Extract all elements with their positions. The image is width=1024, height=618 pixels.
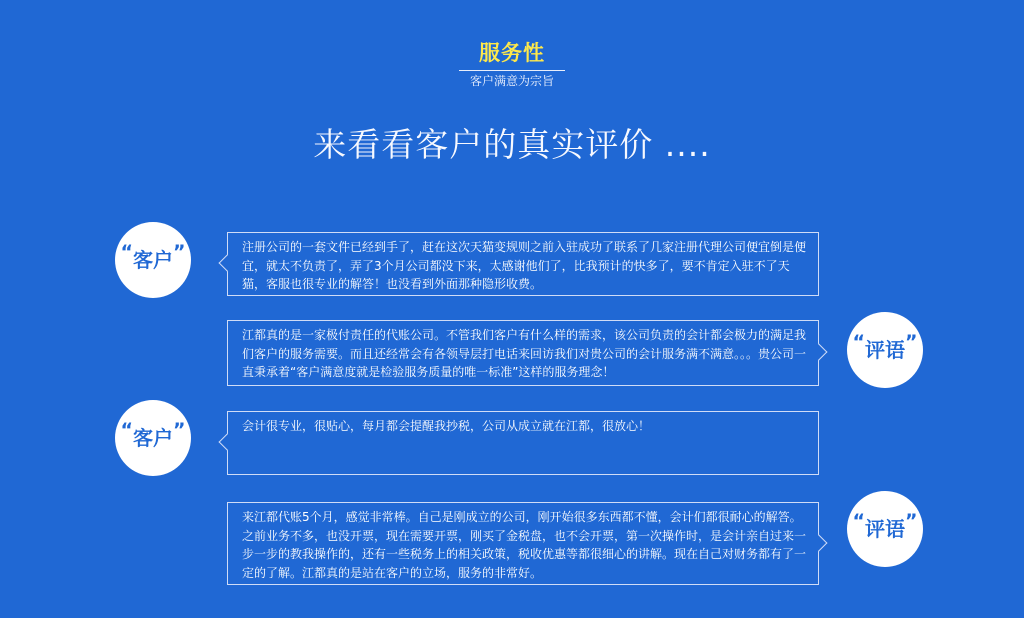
section-title: 服务性 (479, 41, 545, 65)
close-quote: ” (173, 418, 186, 441)
comment-badge (847, 312, 923, 388)
badge-label: 评语 (865, 338, 905, 362)
close-quote: ” (905, 330, 918, 353)
open-quote: “ (852, 330, 865, 353)
review-text: 注册公司的一套文件已经到手了，赶在这次天猫变规则之前入驻成功了联系了几家注册代理公司便宜倒是便宜，就太不负责了，弄了3个月公司都没下来，太感谢他们了，比我预计的快多了，要不肯定入驻不了天猫，客服也很专业的解答！也没看到外面那种隐形收费。 (242, 240, 807, 291)
comment-text: 来江都代账5个月，感觉非常棒。自己是刚成立的公司，刚开始很多东西都不懂，会计们都很耐心的解答。之前业务不多，也没开票，现在需要开票，刚买了金税盘，也不会开票，第一次操作时，是会计亲自过来一步一步的教我操作的，还有一些税务上的相关政策，税收优惠等都很细心的讲解。现在自己对财务都有了一定的了解。江都真的是站在客户的立场，服务的非常好。 (242, 510, 807, 580)
badge-label: 评语 (865, 517, 905, 541)
customer-badge (115, 400, 191, 476)
badge-label: 客户 (133, 426, 173, 450)
bubble-pointer (811, 534, 828, 551)
close-quote: ” (905, 509, 918, 532)
open-quote: “ (852, 509, 865, 532)
close-quote: ” (173, 240, 186, 263)
bubble-pointer (219, 255, 236, 272)
open-quote: “ (120, 418, 133, 441)
customer-badge (115, 222, 191, 298)
section-header (0, 40, 1024, 89)
comment-bubble (227, 502, 819, 585)
comment-badge (847, 491, 923, 567)
section-subtitle: 客户满意为宗旨 (469, 74, 554, 88)
badge-label: 客户 (133, 248, 173, 272)
title-divider (459, 70, 565, 71)
open-quote: “ (120, 240, 133, 263)
review-text: 会计很专业，很贴心，每月都会提醒我抄税，公司从成立就在江都，很放心！ (242, 419, 651, 433)
review-bubble (227, 232, 819, 296)
page-title: 来看看客户的真实评价 .... (313, 125, 711, 164)
review-bubble (227, 411, 819, 475)
comment-text: 江都真的是一家极付责任的代账公司。不管我们客户有什么样的需求，该公司负责的会计都会极力的满足我们客户的服务需要。而且还经常会有各领导层打电话来回访我们对贵公司的会计服务满不满意。。。贵公司一直秉承着“客户满意度就是检验服务质量的唯一标准”这样的服务理念！ (242, 328, 807, 379)
bubble-pointer (811, 344, 828, 361)
bubble-pointer (219, 434, 236, 451)
comment-bubble (227, 320, 819, 386)
